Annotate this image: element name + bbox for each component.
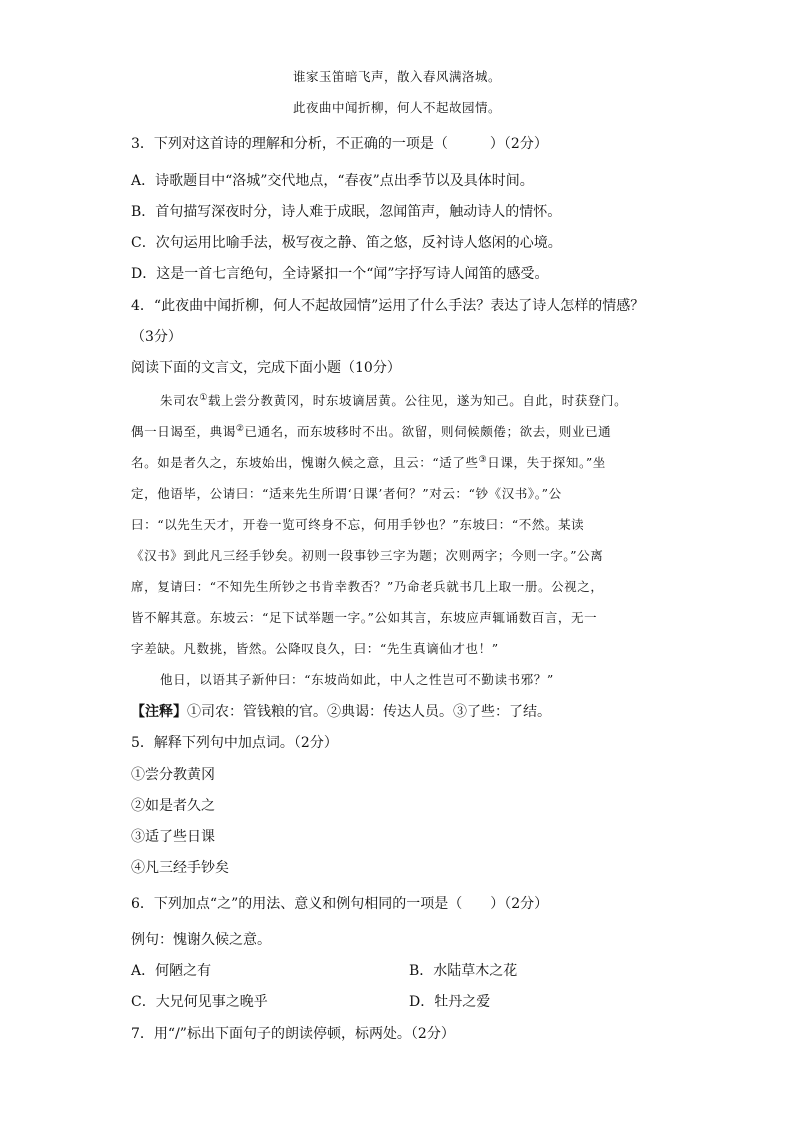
question-5-item-4: ④凡三经手钞矣 — [131, 860, 229, 876]
question-5-item-2: ②如是者久之 — [131, 798, 215, 814]
passage-text: 名。如是者久之，东坡始出，愧谢久候之意，且云：“适了些 — [131, 455, 479, 470]
footnote-marker-2: ② — [235, 423, 245, 434]
question-3-stem: 3．下列对这首诗的理解和分析，不正确的一项是（ ）（2分） — [131, 136, 548, 152]
poem-line-1: 谁家玉笛暗飞声，散入春风满洛城。 — [292, 69, 501, 84]
question-4-stem: 4．“此夜曲中闻折柳，何人不起故园情”运用了什么手法？表达了诗人怎样的情感？ — [131, 298, 645, 314]
question-7-stem: 7．用“/”标出下面句子的朗读停顿，标两处。（2分） — [131, 1026, 455, 1042]
passage-text: 偶一日谒至，典谒 — [131, 424, 236, 439]
question-5-stem: 5．解释下列句中加点词。（2分） — [131, 735, 338, 751]
question-6-example: 例句：愧谢久候之意。 — [131, 932, 271, 948]
annotation — [131, 703, 551, 721]
passage-text: 载上尝分教黄冈，时东坡谪居黄。公往见，遂为知己。自此，时获登门。 — [207, 393, 628, 408]
footnote-marker-1: ① — [199, 392, 208, 403]
passage-text: 日课，失于探知。”坐 — [487, 455, 606, 470]
question-6-stem: 6．下列加点“之”的用法、意义和例句相同的一项是（ ）（2分） — [131, 896, 549, 912]
passage-line-2 — [131, 423, 611, 441]
question-6-option-b: B．水陆草木之花 — [409, 963, 518, 979]
footnote-marker-3: ③ — [478, 454, 488, 465]
passage-line-7: 席，复请曰：“不知先生所钞之书肯幸教否？”乃命老兵就书几上取一册。公视之， — [131, 579, 604, 594]
question-6-option-a: A．何陋之有 — [131, 963, 212, 979]
passage-line-8: 皆不解其意。东坡云：“足下试举题一字。”公如其言，东坡应声辄诵数百言，无一 — [131, 610, 598, 625]
passage-line-3 — [131, 454, 606, 472]
question-4-score: （3分） — [131, 329, 182, 345]
question-3-option-d: D．这是一首七言绝句，全诗紧扣一个“闻”字抒写诗人闻笛的感受。 — [131, 266, 549, 282]
annotation-label: 【注释】 — [131, 704, 187, 720]
question-3-option-c: C．次句运用比喻手法，极写夜之静、笛之悠，反衬诗人悠闲的心境。 — [131, 235, 562, 251]
passage-line-9: 字差缺。凡数挑，皆然。公降叹良久，曰：“先生真谪仙才也！” — [131, 641, 499, 656]
question-5-item-1: ①尝分教黄冈 — [131, 767, 215, 783]
question-6-option-d: D．牡丹之爱 — [409, 994, 491, 1010]
passage-line-5: 曰：“以先生天才，开卷一览可终身不忘，何用手钞也？”东坡曰：“不然。某读 — [131, 517, 585, 532]
passage-text: 朱司农 — [160, 393, 200, 408]
passage-line-6: 《汉书》到此凡三经手钞矣。初则一段事钞三字为题；次则两字；今则一字。”公离 — [131, 548, 604, 563]
passage-text: 已通名，而东坡移时不出。欲留，则伺候颇倦；欲去，则业已通 — [244, 424, 612, 439]
question-3-option-a: A．诗歌题目中“洛城”交代地点，“春夜”点出季节以及具体时间。 — [131, 173, 534, 189]
passage-line-4: 定，他语毕，公请曰：“适来先生所谓‘日课’者何？”对云：“钞《汉书》。”公 — [131, 486, 562, 501]
question-3-option-b: B．首句描写深夜时分，诗人难于成眠，忽闻笛声，触动诗人的情怀。 — [131, 204, 562, 220]
reading-intro: 阅读下面的文言文，完成下面小题（10分） — [131, 360, 401, 376]
annotation-text: ①司农：管钱粮的官。②典谒：传达人员。③了些：了结。 — [187, 704, 551, 720]
passage-line-10: 他日，以语其子新仲曰：“东坡尚如此，中人之性岂可不勤读书邪？” — [160, 672, 554, 687]
question-6-option-c: C．大兄何见事之晚乎 — [131, 994, 268, 1010]
question-5-item-3: ③适了些日课 — [131, 829, 215, 845]
passage-line-1 — [160, 392, 627, 410]
poem-line-2: 此夜曲中闻折柳，何人不起故园情。 — [292, 100, 501, 115]
